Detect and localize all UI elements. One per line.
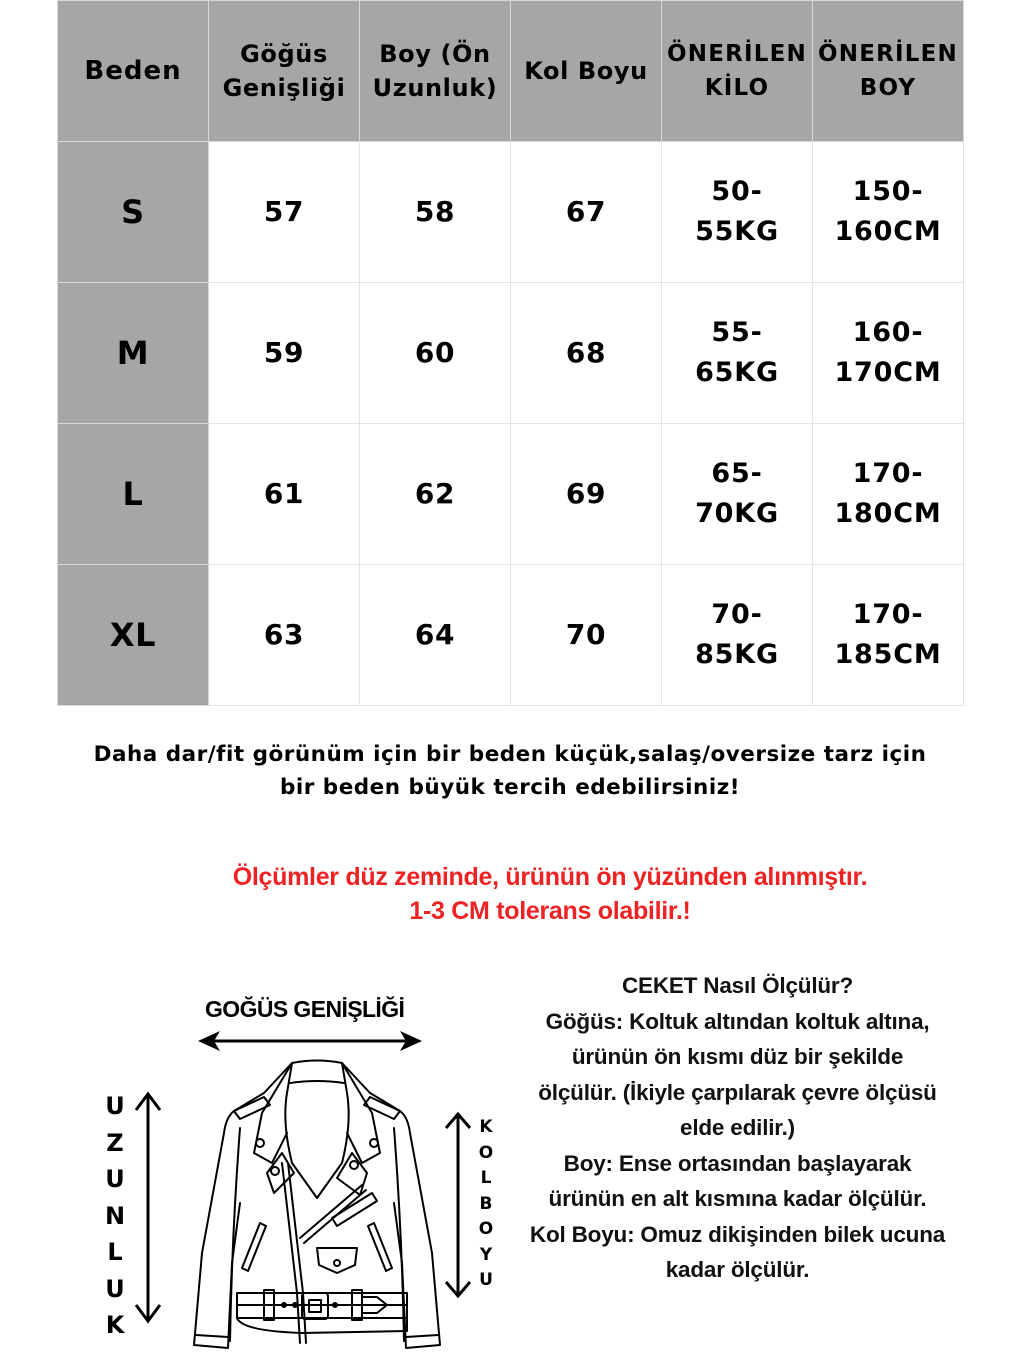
length-letter: K	[105, 1311, 125, 1339]
weight-cell	[662, 424, 813, 565]
table-row	[58, 424, 964, 565]
height-from: 170-	[852, 458, 924, 489]
header-weight-line2: KİLO	[704, 75, 770, 101]
sleeve-letter: U	[479, 1270, 493, 1290]
height-from: 160-	[852, 317, 924, 348]
header-chest-line1: Göğüs	[240, 40, 328, 68]
header-chest-line2: Genişliği	[222, 74, 346, 102]
weight-from: 50-	[711, 176, 763, 207]
how-to-measure-line: Boy: Ense ortasından başlayarak	[563, 1150, 912, 1176]
header-size-label: Beden	[84, 56, 182, 86]
sleeve-vertical-label	[476, 1115, 496, 1294]
height-cell	[813, 565, 964, 706]
sleeve-cell: 69	[511, 424, 662, 565]
chest-cell: 61	[209, 424, 360, 565]
sleeve-cell: 70	[511, 565, 662, 706]
size-cell: M	[58, 283, 209, 424]
size-cell: L	[58, 424, 209, 565]
chest-cell: 59	[209, 283, 360, 424]
weight-from: 70-	[711, 599, 763, 630]
table-row	[58, 565, 964, 706]
length-cell: 60	[360, 283, 511, 424]
how-to-measure-line: elde edilir.)	[680, 1115, 795, 1140]
how-to-measure-line: kadar ölçülür.	[665, 1257, 810, 1282]
height-to: 170CM	[834, 357, 942, 388]
size-cell: XL	[58, 565, 209, 706]
height-to: 160CM	[834, 216, 942, 247]
sleeve-letter: O	[478, 1219, 494, 1239]
header-weight-line1: ÖNERİLEN	[667, 41, 807, 67]
weight-from: 65-	[711, 458, 763, 489]
size-cell: S	[58, 142, 209, 283]
jacket-illustration	[182, 1053, 452, 1358]
sleeve-letter: L	[480, 1168, 492, 1188]
header-recommended-weight	[662, 1, 813, 142]
height-from: 150-	[852, 176, 924, 207]
chest-cell: 63	[209, 565, 360, 706]
weight-to: 55KG	[695, 216, 779, 247]
sleeve-cell: 68	[511, 283, 662, 424]
sleeve-letter: K	[479, 1117, 493, 1137]
length-letter: N	[104, 1201, 126, 1230]
double-arrow-horizontal-icon	[196, 1028, 424, 1054]
sleeve-letter: Y	[479, 1244, 493, 1265]
header-front-length	[360, 1, 511, 142]
fit-advice-note	[40, 738, 980, 804]
length-cell: 64	[360, 565, 511, 706]
length-letter: U	[105, 1092, 125, 1120]
height-cell	[813, 142, 964, 283]
table-row	[58, 142, 964, 283]
fit-advice-line2: bir beden büyük tercih edebilirsiniz!	[279, 775, 741, 800]
how-to-measure-line: Göğüs: Koltuk altından koltuk altına,	[545, 1008, 930, 1034]
warning-line2: 1-3 CM tolerans olabilir.!	[409, 897, 691, 925]
fit-advice-line1: Daha dar/fit görünüm için bir beden küçük,salaş/oversize tarz için	[93, 742, 927, 767]
header-recommended-height	[813, 1, 964, 142]
measurement-warning	[150, 860, 950, 928]
height-to: 180CM	[834, 498, 942, 529]
header-length-line2: Uzunluk)	[372, 74, 498, 102]
weight-to: 70KG	[695, 498, 779, 529]
header-length-line1: Boy (Ön	[379, 40, 491, 68]
chest-cell: 57	[209, 142, 360, 283]
how-to-measure-line: ölçülür. (İkiyle çarpılarak çevre ölçüsü	[538, 1079, 937, 1105]
header-sleeve-label: Kol Boyu	[524, 57, 648, 85]
sleeve-letter: B	[479, 1193, 493, 1214]
how-to-measure-line: ürünün en alt kısmına kadar ölçülür.	[548, 1186, 927, 1211]
header-height-line2: BOY	[859, 75, 917, 101]
how-to-measure-title: CEKET Nasıl Ölçülür?	[621, 973, 854, 998]
weight-to: 65KG	[695, 357, 779, 388]
header-sleeve-length	[511, 1, 662, 142]
length-letter: Z	[106, 1128, 124, 1157]
how-to-measure-line: Kol Boyu: Omuz dikişinden bilek ucuna	[529, 1221, 946, 1247]
weight-to: 85KG	[695, 639, 779, 670]
length-cell: 62	[360, 424, 511, 565]
height-from: 170-	[852, 599, 924, 630]
size-chart-table	[57, 0, 964, 706]
length-vertical-label	[102, 1088, 128, 1344]
header-height-line1: ÖNERİLEN	[818, 41, 958, 67]
weight-from: 55-	[711, 317, 763, 348]
how-to-measure-line: ürünün ön kısmı düz bir şekilde	[571, 1044, 904, 1069]
table-header-row	[58, 1, 964, 142]
double-arrow-vertical-icon	[130, 1090, 166, 1325]
height-cell	[813, 424, 964, 565]
weight-cell	[662, 565, 813, 706]
warning-line1: Ölçümler düz zeminde, ürünün ön yüzünden alınmıştır.	[232, 863, 868, 891]
table-row	[58, 283, 964, 424]
sleeve-letter: O	[478, 1142, 494, 1163]
sleeve-cell: 67	[511, 142, 662, 283]
length-cell: 58	[360, 142, 511, 283]
weight-cell	[662, 283, 813, 424]
length-letter: U	[105, 1274, 125, 1303]
header-size	[58, 1, 209, 142]
header-chest-width	[209, 1, 360, 142]
how-to-measure-panel	[510, 968, 965, 1288]
height-to: 185CM	[834, 639, 942, 670]
length-letter: L	[107, 1238, 123, 1266]
length-letter: U	[105, 1165, 125, 1193]
chest-width-label: GOĞÜS GENİŞLİĞİ	[205, 996, 405, 1022]
height-cell	[813, 283, 964, 424]
weight-cell	[662, 142, 813, 283]
